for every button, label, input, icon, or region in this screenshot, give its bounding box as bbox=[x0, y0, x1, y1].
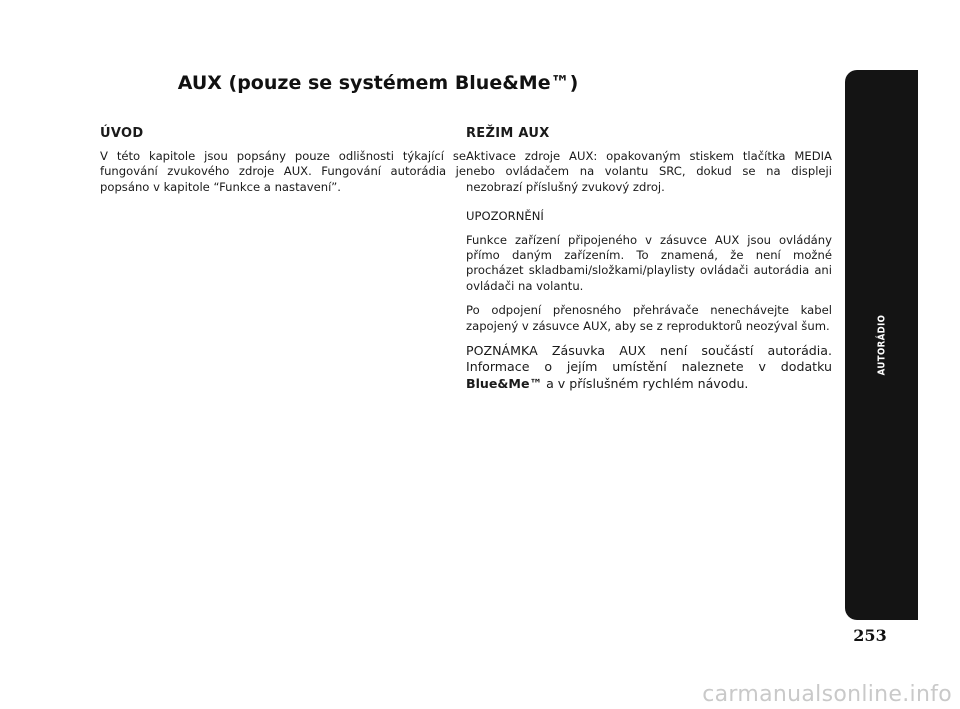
warning-title: UPOZORNĚNÍ bbox=[466, 209, 544, 224]
page-title: AUX (pouze se systémem Blue&Me™) bbox=[177, 72, 579, 94]
note-text: POZNÁMKA Zásuvka AUX není součástí autorádia. Informace o jejím umístění naleznete v dodatku bbox=[466, 343, 832, 375]
disconnect-paragraph: Po odpojení přenosného přehrávače nenechávejte kabel zapojený v zásuvce AUX, aby se z reproduktorů neozýval šum. bbox=[466, 303, 832, 333]
intro-paragraph: V této kapitole jsou popsány pouze odlišnosti týkající se fungování zvukového zdroje AUX. Fungování autorádia je popsáno v kapitole “Funkce a nastavení”. bbox=[100, 149, 466, 194]
note-paragraph bbox=[466, 343, 832, 392]
aux-activation-paragraph: Aktivace zdroje AUX: opakovaným stiskem tlačítka MEDIA nebo ovládačem na volantu SRC, dokud se na displeji nezobrazí příslušný zvukový zdroj. bbox=[466, 149, 832, 194]
warning-paragraph: Funkce zařízení připojeného v zásuvce AUX jsou ovládány přímo daným zařízením. To znamená, že není možné procházet skladbami/složkami/playlisty ovládači autorádia ani ovládači na volantu. bbox=[466, 232, 832, 293]
page-number: 253 bbox=[853, 626, 887, 645]
note-end: a v příslušném rychlém návodu. bbox=[542, 375, 749, 391]
section-tab bbox=[845, 70, 918, 620]
right-column bbox=[466, 126, 832, 401]
intro-heading: ÚVOD bbox=[100, 126, 144, 141]
aux-mode-heading: REŽIM AUX bbox=[466, 126, 550, 141]
note-bold: Blue&Me™ bbox=[466, 375, 543, 391]
left-column bbox=[100, 126, 466, 204]
section-tab-label: AUTORÁDIO bbox=[876, 314, 887, 376]
watermark: carmanualsonline.info bbox=[702, 682, 952, 707]
